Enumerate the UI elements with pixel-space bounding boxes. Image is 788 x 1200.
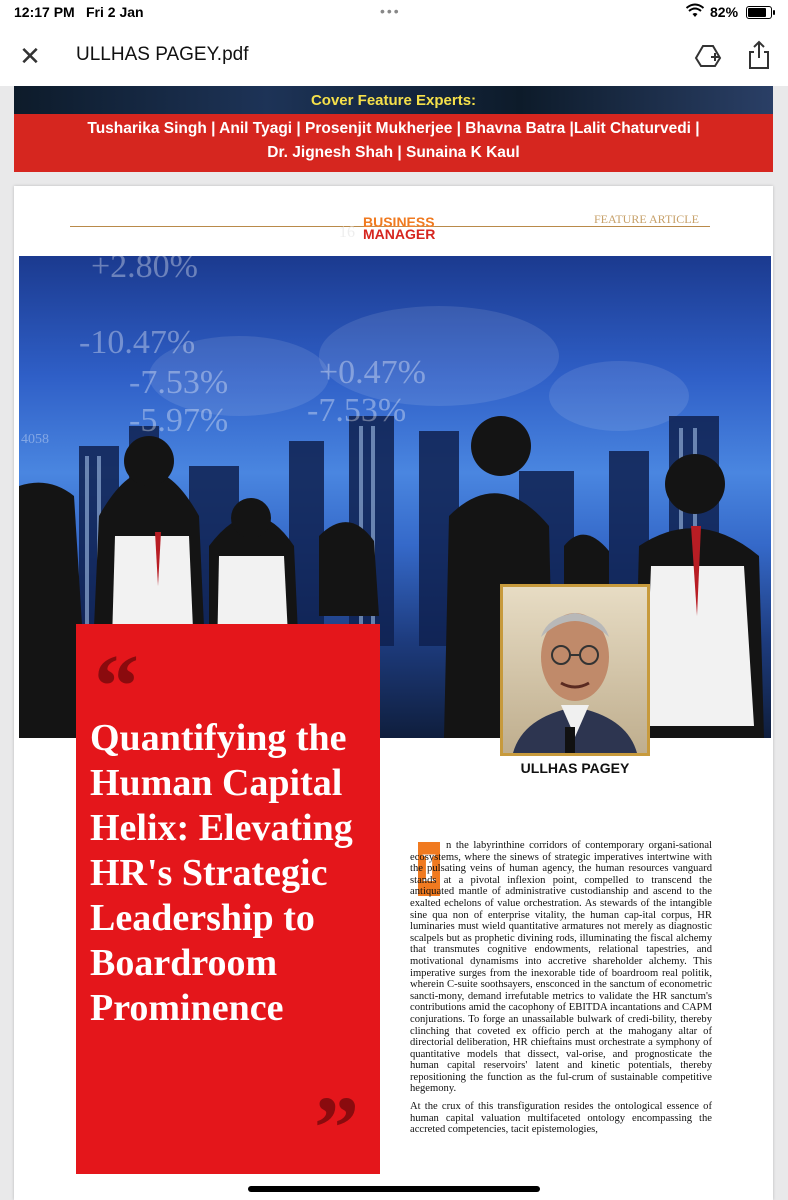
status-bar [0, 0, 788, 24]
multitask-dots-icon[interactable]: ••• [380, 3, 401, 19]
ticker-text: +2.80% [91, 256, 198, 285]
article-body [410, 840, 712, 1142]
ticker-text: 4058 [21, 432, 49, 447]
status-time: 12:17 PM [14, 4, 75, 20]
battery-icon [746, 6, 772, 19]
ticker-text: -10.47% [79, 324, 196, 361]
ticker-text: -7.53% [129, 364, 229, 401]
page-number: 16 [339, 224, 355, 241]
app-bar [0, 24, 788, 86]
author-name: ULLHAS PAGEY [520, 760, 630, 776]
author-photo [500, 584, 650, 756]
wifi-icon [686, 3, 704, 22]
home-indicator[interactable] [248, 1186, 540, 1192]
article-headline: Quantifying the Human Capital Helix: Elevating HR's Strategic Leadership to Boardroom Prominence [90, 717, 353, 1029]
share-icon[interactable] [746, 40, 772, 70]
experts-line-1: Tusharika Singh | Anil Tyagi | Prosenjit Mukherjee | Bhavna Batra |Lalit Chaturvedi | [87, 120, 700, 137]
battery-percent: 82% [710, 4, 739, 20]
open-quote-icon: “ [94, 637, 139, 736]
close-quote-icon: ” [314, 1079, 359, 1178]
paragraph: n the labyrinthine corridors of contemporary organi-sational ecosystems, where the sinews of strategic imperatives intertwine with the pulsating veins of human agency, the human resources vanguard stands at a pivotal inflexion point, compelled to transcend the antiquated mantle of administrative custodianship and ascend to the exalted echelons of value orchestration. As stewards of the intangible sine qua non of enterprise vitality, the human cap-ital corpus, HR luminaries must wield quantitative armatures not merely as diagnostic scalpels but as prophetic divining rods, illuminating the fiscal alchemy that transmutes cognitive endowments, relational tapestries, and motivational dynamisms into accretive shareholder alchemy. This imperative surges from the inexorable tide of boardroom real politik, wherein C-suite soothsayers, ensconced in the sanctum of econometric sancti-mony, demand irrefutable metrics to validate the HR sanctum's contributions amid the cacophony of EBITDA incantations and CAPM conjurations. To forge an unassailable bulwark of credi-bility, thereby clinching that coveted ex officio perch at the mahogany altar of directorial deliberation, HR chieftains must orchestrate a symphony of quantitative models that dissect, val-orise, and prognosticate the human capital reservoirs' latent and kinetic potentials, thereby repositioning the function as the ful-crum of sustainable competitive hegemony. [410, 840, 712, 1095]
ticker-text: -7.53% [307, 392, 407, 429]
magazine-logo-line2: MANAGER [363, 226, 436, 242]
experts-line-2: Dr. Jignesh Shah | Sunaina K Kaul [267, 144, 520, 161]
close-button[interactable]: ✕ [19, 41, 41, 71]
cover-feature-label: Cover Feature Experts: [310, 92, 477, 109]
pdf-page-previous [14, 86, 773, 172]
drop-cap: I [418, 842, 440, 896]
ticker-text: +0.47% [319, 354, 426, 391]
ticker-text: -5.97% [129, 402, 229, 439]
document-title: ULLHAS PAGEY.pdf [76, 44, 249, 65]
issue-date: JANUARY 2026 [640, 230, 713, 241]
pdf-page-current [14, 186, 773, 1200]
add-to-drive-icon[interactable] [694, 42, 722, 70]
paragraph: At the crux of this transfiguration resides the ontological essence of human capital valuation multifaceted ontology encompassing the accreted competencies, tacit epistemologies, [410, 1101, 712, 1136]
magazine-logo-line1: BUSINESS [363, 214, 435, 230]
status-date: Fri 2 Jan [86, 4, 144, 20]
section-label: FEATURE ARTICLE [594, 212, 699, 226]
